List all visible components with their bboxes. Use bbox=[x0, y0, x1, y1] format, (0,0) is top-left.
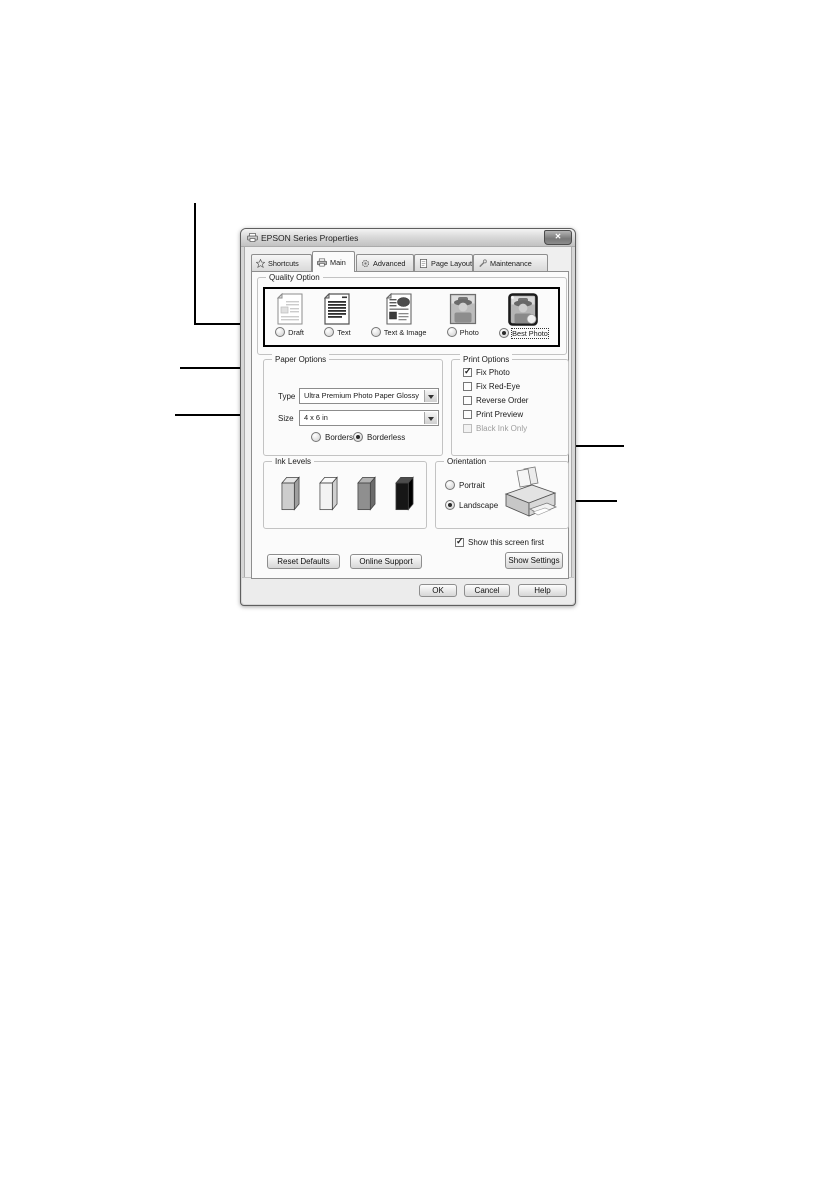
borders-option[interactable] bbox=[311, 432, 353, 442]
text-image-radio[interactable] bbox=[371, 327, 381, 337]
draft-radio[interactable] bbox=[275, 327, 285, 337]
epson-properties-dialog bbox=[240, 228, 576, 606]
ok-button[interactable]: OK bbox=[419, 584, 457, 597]
tab-shortcuts-label: Shortcuts bbox=[268, 258, 299, 268]
black-ink-only-label: Black Ink Only bbox=[476, 424, 528, 433]
best-photo-label: Best Photo bbox=[512, 328, 548, 338]
quality-option-best-photo[interactable] bbox=[499, 293, 548, 338]
quality-option-photo[interactable] bbox=[447, 293, 479, 337]
paper-size-value: 4 x 6 in bbox=[304, 413, 328, 422]
black-ink-only-checkbox bbox=[463, 424, 472, 433]
fix-photo-checkbox[interactable] bbox=[463, 368, 472, 377]
tab-page-layout[interactable] bbox=[414, 254, 473, 271]
tab-maintenance-label: Maintenance bbox=[490, 258, 532, 268]
quality-option-draft[interactable] bbox=[275, 293, 304, 337]
best-photo-radio[interactable] bbox=[499, 328, 509, 338]
gear-icon bbox=[361, 259, 370, 268]
cancel-button[interactable]: Cancel bbox=[464, 584, 510, 597]
ink-cartridge-4 bbox=[395, 475, 414, 512]
orientation-printer-icon bbox=[498, 466, 560, 524]
callout-quality-vertical bbox=[194, 203, 196, 325]
shortcuts-star-icon bbox=[256, 259, 265, 268]
paper-type-value: Ultra Premium Photo Paper Glossy bbox=[304, 391, 420, 400]
ink-cartridge-2 bbox=[319, 475, 338, 512]
landscape-option[interactable] bbox=[445, 500, 498, 510]
chevron-down-icon[interactable] bbox=[424, 390, 437, 402]
fix-red-eye-option[interactable] bbox=[463, 382, 520, 391]
photo-radio[interactable] bbox=[447, 327, 457, 337]
paper-size-dropdown[interactable] bbox=[299, 410, 439, 426]
quality-option-text[interactable] bbox=[324, 293, 350, 337]
best-photo-thumbnail-icon bbox=[508, 293, 538, 326]
quality-option-group-label: Quality Option bbox=[266, 272, 323, 283]
tab-advanced-label: Advanced bbox=[373, 258, 406, 268]
draft-thumbnail-icon bbox=[277, 293, 303, 325]
close-button[interactable] bbox=[544, 230, 572, 245]
size-label: Size bbox=[278, 414, 294, 423]
text-image-thumbnail-icon bbox=[386, 293, 412, 325]
borders-radio[interactable] bbox=[311, 432, 321, 442]
portrait-radio[interactable] bbox=[445, 480, 455, 490]
page-icon bbox=[419, 259, 428, 268]
print-options-group-label: Print Options bbox=[460, 354, 512, 365]
ink-levels-group bbox=[263, 457, 427, 529]
printer-icon bbox=[317, 258, 327, 267]
close-icon: ✕ bbox=[554, 232, 562, 241]
borderless-radio[interactable] bbox=[353, 432, 363, 442]
borders-label: Borders bbox=[325, 432, 354, 442]
wrench-icon bbox=[478, 259, 487, 268]
tab-shortcuts[interactable] bbox=[251, 254, 312, 271]
portrait-label: Portrait bbox=[459, 480, 485, 490]
quality-option-text-image[interactable] bbox=[371, 293, 427, 337]
text-radio[interactable] bbox=[324, 327, 334, 337]
show-settings-button[interactable]: Show Settings bbox=[505, 552, 563, 569]
reset-defaults-button[interactable]: Reset Defaults bbox=[267, 554, 340, 569]
black-ink-only-option bbox=[463, 424, 527, 433]
reverse-order-option[interactable] bbox=[463, 396, 528, 405]
online-support-button[interactable]: Online Support bbox=[350, 554, 422, 569]
show-screen-first-option[interactable] bbox=[455, 538, 544, 547]
borderless-option[interactable] bbox=[353, 432, 405, 442]
title-bar[interactable] bbox=[241, 229, 575, 247]
borderless-label: Borderless bbox=[367, 432, 406, 442]
print-preview-label: Print Preview bbox=[476, 410, 524, 419]
landscape-radio[interactable] bbox=[445, 500, 455, 510]
fix-red-eye-checkbox[interactable] bbox=[463, 382, 472, 391]
paper-type-dropdown[interactable] bbox=[299, 388, 439, 404]
tab-advanced[interactable] bbox=[356, 254, 414, 271]
text-label: Text bbox=[337, 327, 351, 337]
ink-cartridge-1 bbox=[281, 475, 300, 512]
tab-maintenance[interactable] bbox=[473, 254, 548, 271]
orientation-group bbox=[435, 457, 569, 529]
landscape-label: Landscape bbox=[459, 500, 499, 510]
photo-label: Photo bbox=[459, 327, 479, 337]
tab-page-layout-label: Page Layout bbox=[431, 258, 472, 268]
fix-photo-label: Fix Photo bbox=[476, 368, 510, 377]
reverse-order-checkbox[interactable] bbox=[463, 396, 472, 405]
fix-red-eye-label: Fix Red-Eye bbox=[476, 382, 521, 391]
photo-thumbnail-icon bbox=[449, 293, 477, 325]
ink-cartridge-3 bbox=[357, 475, 376, 512]
portrait-option[interactable] bbox=[445, 480, 485, 490]
tab-main-label: Main bbox=[330, 257, 346, 267]
reverse-order-label: Reverse Order bbox=[476, 396, 529, 405]
show-screen-first-checkbox[interactable] bbox=[455, 538, 464, 547]
type-label: Type bbox=[278, 392, 296, 401]
text-thumbnail-icon bbox=[324, 293, 350, 325]
help-button[interactable]: Help bbox=[518, 584, 567, 597]
show-screen-first-label: Show this screen first bbox=[468, 538, 545, 547]
ink-levels-group-label: Ink Levels bbox=[272, 456, 314, 467]
printer-icon bbox=[247, 233, 258, 242]
paper-options-group-label: Paper Options bbox=[272, 354, 329, 365]
text-image-label: Text & Image bbox=[383, 327, 427, 337]
print-preview-option[interactable] bbox=[463, 410, 523, 419]
tab-main[interactable] bbox=[312, 251, 355, 272]
print-preview-checkbox[interactable] bbox=[463, 410, 472, 419]
draft-label: Draft bbox=[288, 327, 304, 337]
orientation-group-label: Orientation bbox=[444, 456, 489, 467]
quality-option-highlight-box bbox=[263, 287, 560, 347]
window-title: EPSON Series Properties bbox=[261, 233, 359, 243]
fix-photo-option[interactable] bbox=[463, 368, 510, 377]
chevron-down-icon[interactable] bbox=[424, 412, 437, 424]
